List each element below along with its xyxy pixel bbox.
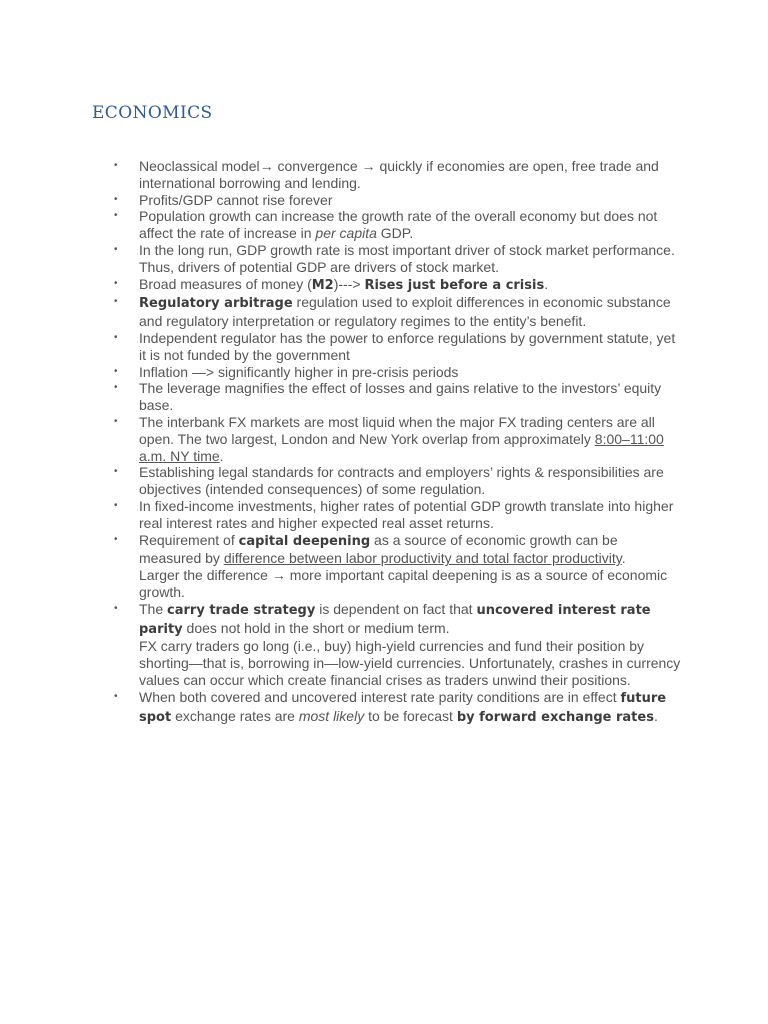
item-continuation: FX carry traders go long (i.e., buy) high-yield currencies and fund their position by shorting—that is, borrowing in—low-yield currencies. Unfortunately, crashes in currency values can occur which create financial crises as traders unwind their positions.	[139, 638, 681, 688]
bullet-icon: •	[114, 243, 118, 255]
item-text: .	[621, 550, 626, 567]
item-bold: by forward exchange rates	[456, 709, 654, 725]
item-text: .	[653, 707, 658, 724]
item-text: Profits/GDP cannot rise forever	[139, 191, 333, 208]
bullet-icon: •	[114, 277, 118, 289]
bullet-icon: •	[114, 499, 118, 511]
bullet-icon: •	[114, 296, 118, 308]
list-item	[112, 464, 682, 498]
item-text: Inflation —> significantly higher in pre-crisis periods	[139, 363, 459, 380]
item-text: Neoclassical model→ convergence → quickly if economies are open, free trade and international borrowing and lending.	[139, 158, 659, 191]
item-bold: Rises just before a crisis	[364, 277, 545, 293]
list-item	[112, 242, 682, 276]
list-item	[112, 208, 682, 242]
item-text: GDP.	[376, 225, 414, 242]
bullet-icon: •	[114, 602, 118, 614]
item-text: )--->	[333, 275, 365, 292]
list-item	[112, 601, 682, 689]
item-text: Establishing legal standards for contracts and employers’ rights & responsibilities are objectives (intended consequences) of some regulation.	[139, 464, 664, 498]
item-text: to be forecast	[364, 707, 457, 724]
list-item	[112, 414, 682, 464]
item-text: exchange rates are	[171, 707, 299, 724]
list-item	[112, 276, 682, 295]
list-item	[112, 330, 682, 364]
item-text: The	[139, 600, 168, 617]
item-text: .	[219, 447, 224, 464]
item-text: In the long run, GDP growth rate is most important driver of stock market performance. Thus, drivers of potential GDP are drivers of stock market.	[139, 241, 675, 275]
item-text: When both covered and uncovered interest rate parity conditions are in effect	[139, 688, 621, 705]
item-text: In fixed-income investments, higher rates of potential GDP growth translate into higher real interest rates and higher expected real asset returns.	[139, 497, 674, 531]
bullet-icon: •	[114, 690, 118, 702]
item-text: The leverage magnifies the effect of losses and gains relative to the investors’ equity base.	[139, 380, 662, 414]
item-bold: carry trade strategy	[167, 602, 316, 618]
item-text: .	[544, 275, 549, 292]
bullet-icon: •	[114, 533, 118, 545]
list-item	[112, 294, 682, 330]
bullet-icon: •	[114, 466, 118, 478]
item-bold: capital deepening	[238, 533, 371, 549]
item-italic: most likely	[298, 707, 365, 724]
item-bold: uncovered interest rate parity	[139, 602, 651, 637]
item-text: Independent regulator has the power to enforce regulations by government statute, yet it is not funded by the government	[139, 329, 676, 363]
bullet-icon: •	[114, 160, 118, 171]
item-bold: future spot	[139, 690, 667, 725]
item-italic: per capita	[315, 225, 377, 242]
list-item	[112, 364, 682, 381]
list-item	[112, 192, 682, 209]
bullet-icon: •	[114, 193, 118, 205]
item-bold: Regulatory arbitrage	[139, 296, 293, 312]
notes-list	[112, 158, 682, 726]
list-item	[112, 532, 682, 601]
item-text: is dependent on fact that	[315, 600, 477, 617]
item-underline: 8:00–11:00 a.m. NY time	[139, 430, 664, 464]
list-item	[112, 158, 682, 192]
bullet-icon: •	[114, 210, 118, 222]
item-continuation: Larger the difference → more important capital deepening is as a source of economic growth.	[139, 567, 668, 600]
item-text: regulation used to exploit differences in economic substance and regulatory interpretation or regulatory regimes to the entity’s benefit.	[139, 294, 671, 330]
bullet-icon: •	[114, 382, 118, 394]
item-text: Broad measures of money (	[139, 275, 312, 292]
item-text: does not hold in the short or medium term.	[182, 619, 450, 636]
page-title: ECONOMICS	[92, 103, 213, 123]
bullet-icon: •	[114, 415, 118, 427]
list-item	[112, 498, 682, 532]
item-underline: difference between labor productivity and total factor productivity	[223, 550, 622, 567]
bullet-icon: •	[114, 331, 118, 343]
list-item	[112, 689, 682, 727]
list-item	[112, 380, 682, 414]
bullet-icon: •	[114, 365, 118, 377]
item-text: Population growth can increase the growth rate of the overall economy but does not affect the rate of increase in	[139, 208, 658, 242]
item-bold: M2	[311, 277, 334, 293]
item-text: The interbank FX markets are most liquid when the major FX trading centers are all open. The two largest, London and New York overlap from approximately	[139, 413, 655, 447]
item-text: as a source of economic growth can be measured by	[139, 531, 618, 567]
item-text: Requirement of	[139, 531, 239, 548]
